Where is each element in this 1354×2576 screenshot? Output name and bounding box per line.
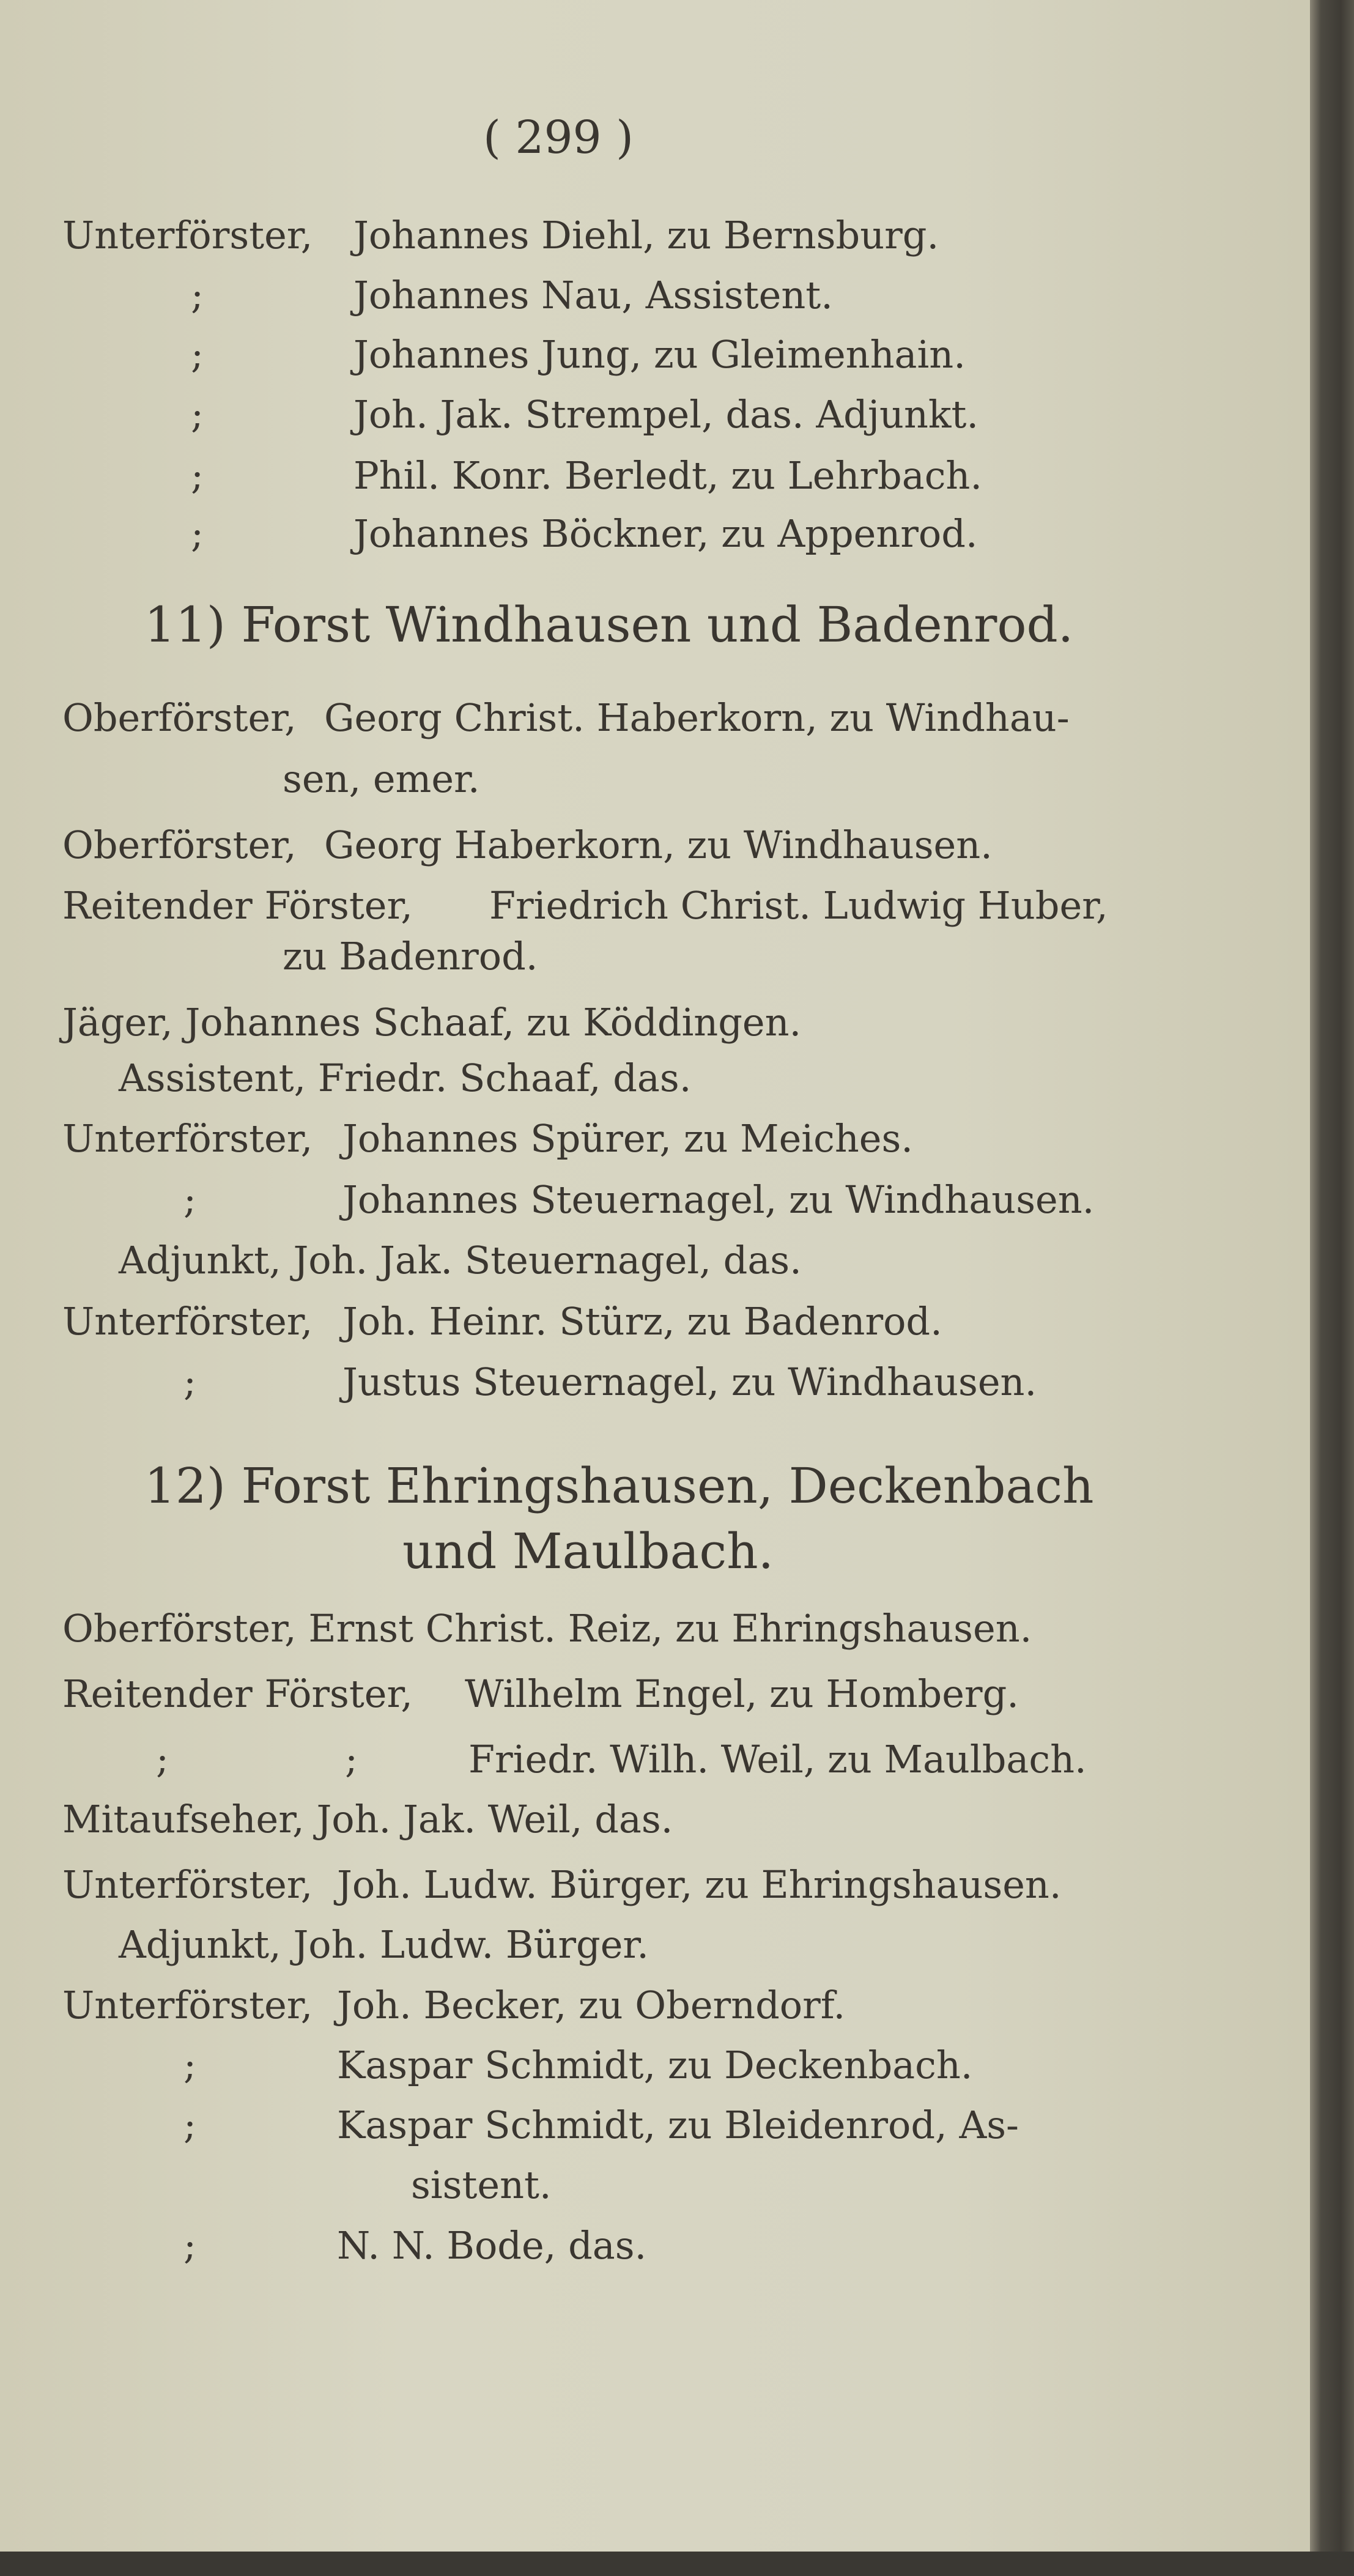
role: Unterförster, (62, 1862, 313, 1907)
entry-name: Joh. Ludw. Bürger, zu Ehringshausen. (337, 1862, 1062, 1907)
role: Oberförster, (62, 823, 297, 867)
entry-name: Johannes Diehl, zu Bernsburg. (353, 213, 939, 257)
ditto-mark: ; (191, 453, 204, 498)
list-item: Assistent, Friedr. Schaaf, das. (119, 1056, 692, 1100)
ditto-mark: ; (345, 1737, 358, 1782)
ditto-mark: ; (191, 332, 204, 377)
role: Reitender Förster, (62, 1671, 413, 1716)
entry-name: Johannes Jung, zu Gleimenhain. (353, 332, 966, 377)
entry-name: N. N. Bode, das. (337, 2223, 647, 2268)
entry-name: Phil. Konr. Berledt, zu Lehrbach. (353, 453, 983, 498)
role: Unterförster, (62, 1983, 313, 2027)
entry-name: Wilhelm Engel, zu Homberg. (465, 1671, 1019, 1716)
list-item: Oberförster, Ernst Christ. Reiz, zu Ehringshausen. (62, 1606, 1032, 1651)
entry-name: Joh. Jak. Strempel, das. Adjunkt. (353, 392, 979, 437)
role: Unterförster, (62, 213, 313, 257)
ditto-mark: ; (183, 2043, 196, 2087)
page-number: ( 299 ) (483, 111, 634, 164)
entry-name: Kaspar Schmidt, zu Deckenbach. (337, 2043, 973, 2087)
list-item: Adjunkt, Joh. Ludw. Bürger. (119, 1922, 649, 1967)
section-heading-12: 12) Forst Ehringshausen, Deckenbach (144, 1457, 1094, 1514)
entry-name: Johannes Böckner, zu Appenrod. (353, 511, 978, 556)
list-item: Jäger, Johannes Schaaf, zu Köddingen. (62, 1000, 802, 1045)
role: Reitender Förster, (62, 883, 413, 928)
role: Unterförster, (62, 1116, 313, 1161)
entry-name: Joh. Heinr. Stürz, zu Badenrod. (342, 1299, 942, 1344)
entry-name: Georg Haberkorn, zu Windhausen. (324, 823, 993, 867)
ditto-mark: ; (191, 511, 204, 556)
continuation-line: zu Badenrod. (283, 934, 538, 979)
ditto-mark: ; (183, 2103, 196, 2147)
list-item: Adjunkt, Joh. Jak. Steuernagel, das. (119, 1238, 802, 1282)
entry-name: Johannes Spürer, zu Meiches. (342, 1116, 913, 1161)
section-heading-11: 11) Forst Windhausen und Badenrod. (144, 596, 1074, 653)
ditto-mark: ; (156, 1737, 169, 1782)
entry-name: Kaspar Schmidt, zu Bleidenrod, As- (337, 2103, 1019, 2147)
ditto-mark: ; (183, 1360, 196, 1404)
continuation-line: sen, emer. (283, 757, 480, 801)
scan-bottom-border (0, 2552, 1354, 2576)
book-spine-edge (1310, 0, 1354, 2576)
role: Oberförster, (62, 695, 297, 740)
ditto-mark: ; (191, 273, 204, 317)
ditto-mark: ; (183, 1177, 196, 1222)
ditto-mark: ; (191, 392, 204, 437)
ditto-mark: ; (183, 2223, 196, 2268)
continuation-line: sistent. (411, 2163, 552, 2207)
section-heading-12-cont: und Maulbach. (402, 1523, 774, 1580)
entry-name: Georg Christ. Haberkorn, zu Windhau- (324, 695, 1070, 740)
list-item: Mitaufseher, Joh. Jak. Weil, das. (62, 1797, 673, 1841)
entry-name: Friedrich Christ. Ludwig Huber, (489, 883, 1108, 928)
entry-name: Johannes Steuernagel, zu Windhausen. (342, 1177, 1095, 1222)
role: Unterförster, (62, 1299, 313, 1344)
entry-name: Friedr. Wilh. Weil, zu Maulbach. (468, 1737, 1087, 1782)
entry-name: Joh. Becker, zu Oberndorf. (337, 1983, 846, 2027)
entry-name: Johannes Nau, Assistent. (353, 273, 833, 317)
entry-name: Justus Steuernagel, zu Windhausen. (342, 1360, 1037, 1404)
